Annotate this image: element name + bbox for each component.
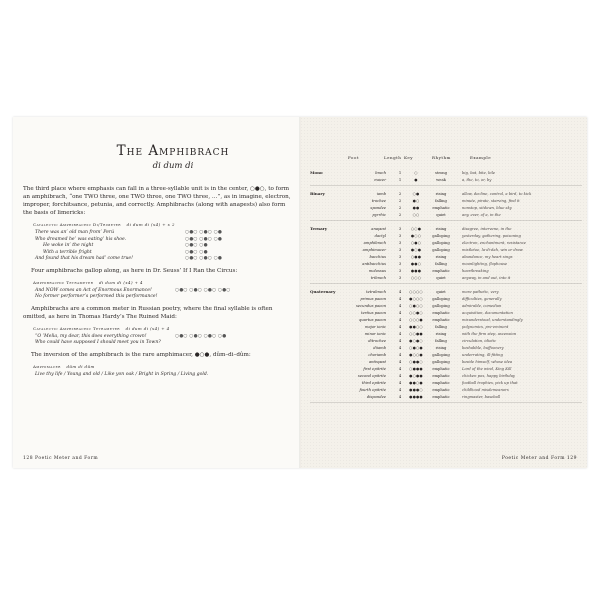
length-cell: 4 — [398, 394, 402, 399]
right-page — [300, 117, 587, 468]
length-cell: 4 — [398, 366, 402, 371]
rhythm-cell: quiet — [436, 289, 446, 294]
example-cell: with the firm step, ascension — [462, 331, 517, 336]
foot-cell: diiamb — [373, 345, 386, 350]
table-group — [310, 169, 582, 186]
rhythm-cell: strong — [434, 170, 448, 175]
example-cell: mistletoe, la-di-dah, win or draw — [462, 247, 523, 252]
example-cell: big, bat, bite, bile — [462, 170, 496, 175]
foot-cell: dactyl — [374, 233, 386, 238]
example-heading: Catalectic Amphibrachic Di/Trimeter di dum di (x4) + x 2 — [33, 222, 175, 227]
foot-cell: dispondee — [366, 394, 386, 399]
table-group — [310, 190, 582, 221]
example-cell: underrating, ill-fitting — [462, 352, 503, 357]
example-cell: moonlighting, flophouse — [462, 261, 508, 266]
rhythm-cell: emphatic — [432, 366, 450, 371]
rhythm-cell: emphatic — [432, 205, 450, 210]
left-page — [13, 117, 300, 468]
foot-cell: trochee — [371, 198, 386, 203]
length-cell: 3 — [398, 247, 402, 252]
key-cell: ●○○● — [409, 352, 423, 357]
rhythm-cell: galloping — [432, 359, 450, 364]
foot-cell: tribrach — [370, 275, 386, 280]
table-row — [310, 330, 582, 337]
example-line: And NOW comes an Act of Enormous Enormance! ○●○ ○●○ ○●○ ○●○ — [35, 287, 231, 293]
key-cell: ○○● — [410, 226, 422, 231]
example-cell: abundance, my heart sings — [462, 254, 513, 259]
length-cell: 4 — [398, 338, 402, 343]
table-row — [310, 211, 582, 218]
length-cell: 3 — [398, 233, 402, 238]
key-cell: ●●●● — [409, 394, 423, 399]
length-cell: 2 — [398, 212, 402, 217]
rhythm-cell: emphatic — [432, 373, 450, 378]
length-cell: 3 — [398, 240, 402, 245]
example-cell: yesterday, gathering, poisoning — [462, 233, 521, 238]
length-cell: 3 — [398, 268, 402, 273]
rhythm-cell: rising — [435, 191, 447, 196]
example-cell: football trophies, pick up that — [462, 380, 518, 385]
example-cell: heartbreaking — [462, 268, 489, 273]
foot-cell: tertius paeon — [361, 310, 386, 315]
rhythm-cell: falling — [435, 261, 447, 266]
example-cell: admirable, comedian — [462, 303, 502, 308]
folio-left: 128 Poetic Meter and Form — [23, 456, 99, 461]
col-header-length: Length — [384, 155, 402, 160]
example-cell: electron, enchantment, resistance — [462, 240, 526, 245]
rhythm-cell: emphatic — [432, 387, 450, 392]
foot-cell: molossus — [368, 268, 386, 273]
seuss-paragraph: Four amphibrachs gallop along, as here in Dr. Seuss’ If I Ran the Circus: — [31, 267, 238, 274]
left-page-body — [23, 185, 291, 378]
length-cell: 4 — [398, 317, 402, 322]
key-cell: ○○○● — [409, 317, 423, 322]
rhythm-cell: rising — [435, 226, 447, 231]
example-cell: minute, pirate, starving, find it — [462, 198, 520, 203]
key-cell: ○●●● — [409, 366, 423, 371]
length-cell: 3 — [398, 254, 402, 259]
rhythm-cell: galloping — [432, 303, 450, 308]
length-cell: 4 — [398, 387, 402, 392]
table-row — [310, 204, 582, 211]
amphimacer-paragraph: The inversion of the amphibrach is the rare amphimacer, ●○●, dûm–di–dûm: — [31, 351, 251, 358]
table-group — [310, 225, 582, 284]
foot-cell: anapest — [371, 226, 386, 231]
rhythm-cell: rising — [435, 331, 447, 336]
key-cell: ● — [414, 177, 418, 182]
table-row — [310, 302, 582, 309]
table-row — [310, 232, 582, 239]
table-group — [310, 288, 582, 403]
key-cell: ○ — [414, 170, 418, 175]
key-cell: ○● — [412, 191, 420, 196]
intro-paragraph: The third place where emphasis can fall in a three-syllable unit is in the center, ○●○, to form an amphibrach, “one TWO three, one TWO three, one TWO three, …”, as in imagine, electron, improper, forchitsance, petunia, and correctly. Amphibrachs (along with anapests) also form the basis of limericks: — [23, 186, 291, 216]
length-cell: 3 — [398, 275, 402, 280]
key-cell: ○○●○ — [409, 310, 423, 315]
key-cell: ●●● — [410, 268, 422, 273]
rhythm-cell: galloping — [432, 233, 450, 238]
example-cell: more pathetic, very — [462, 289, 499, 294]
example-cell: Lord of the wind, King Kill — [462, 366, 512, 371]
rhythm-cell: emphatic — [432, 317, 450, 322]
length-cell: 3 — [398, 226, 402, 231]
key-cell: ●● — [412, 205, 420, 210]
length-cell: 4 — [398, 303, 402, 308]
example-heading: Amphibrachic Tetrameter di dum di (x4) + 4 — [33, 279, 143, 285]
key-cell: ○●○○ — [409, 303, 423, 308]
length-cell: 4 — [398, 310, 402, 315]
key-cell: ○○○ — [410, 275, 422, 280]
table-row — [310, 358, 582, 365]
foot-cell: iamb — [376, 191, 386, 196]
length-cell: 4 — [398, 345, 402, 350]
table-row — [310, 225, 582, 232]
table-row — [310, 344, 582, 351]
example-cell: a, the, to, or, by — [462, 177, 492, 182]
foot-cell: spondee — [370, 205, 386, 210]
table-row — [310, 351, 582, 358]
rhythm-cell: quiet — [436, 212, 446, 217]
example-line: There was an’ old man from’ Perú ○●○ ○●○ ○● — [35, 230, 222, 235]
foot-cell: second epitrite — [357, 373, 386, 378]
table-row — [310, 197, 582, 204]
length-cell: 2 — [398, 191, 402, 196]
key-cell: ●○●○ — [409, 338, 423, 343]
table-row — [310, 316, 582, 323]
foot-cell: fourth epitrite — [359, 387, 386, 392]
table-row — [310, 246, 582, 253]
table-row — [310, 323, 582, 330]
page-subtitle: di dum di — [152, 161, 194, 171]
page-title: The Amphibrach — [116, 143, 230, 159]
rhythm-cell: falling — [435, 338, 447, 343]
table-row — [310, 260, 582, 267]
book-spread — [13, 117, 587, 468]
rhythm-cell: galloping — [432, 247, 450, 252]
table-row — [310, 267, 582, 274]
key-cell: ●○○○ — [409, 296, 423, 301]
table-row — [310, 274, 582, 281]
foot-cell: primus paeon — [360, 296, 386, 301]
col-header-key: Key — [404, 155, 414, 160]
example-cell: allow, decline, control, a bird, to kick — [462, 191, 532, 196]
col-header-rhythm: Rhythm — [432, 155, 451, 160]
rhythm-cell: galloping — [432, 296, 450, 301]
length-cell: 2 — [398, 205, 402, 210]
key-cell: ●●○○ — [409, 324, 423, 329]
key-cell: ●○● — [410, 247, 422, 252]
table-row — [310, 309, 582, 316]
example-cell: beshabble, buffoonery — [462, 345, 504, 350]
rhythm-cell: galloping — [432, 352, 450, 357]
key-cell: ●○●● — [409, 373, 423, 378]
rhythm-cell: emphatic — [432, 380, 450, 385]
length-cell: 1 — [398, 177, 402, 182]
key-cell: ○○ — [412, 212, 420, 217]
russian-paragraph: Amphibrachs are a common meter in Russian poetry, where the final syllable is often omitted, as here in Thomas Hardy’s The Ruined Maid: — [23, 305, 273, 320]
table-row — [310, 239, 582, 246]
example-line: With a terrible fright ○●○ ○● — [43, 249, 208, 255]
example-cell: circulation, idiotic — [462, 338, 497, 343]
foot-cell: first epitrite — [363, 366, 386, 371]
foot-cell: minor ionic — [364, 331, 386, 336]
length-cell: 3 — [398, 261, 402, 266]
key-cell: ●○ — [412, 198, 420, 203]
length-cell: 4 — [398, 324, 402, 329]
folio-right: Poetic Meter and Form 129 — [501, 456, 577, 461]
foot-cell: ditrochee — [368, 338, 386, 343]
category-cell: Ternary — [310, 226, 328, 231]
key-cell: ●●○ — [410, 261, 422, 266]
table-row — [310, 190, 582, 197]
foot-cell: antispast — [368, 359, 386, 364]
example-heading: Catalectic Amphibrachic Tetrameter di dum di (x4) + 4 — [33, 325, 170, 331]
example-cell: nonstop, sitdown, blue sky — [462, 205, 512, 210]
gutter-shadow — [299, 117, 301, 468]
key-cell: ●●○● — [409, 380, 423, 385]
key-cell: ○●○● — [409, 345, 423, 350]
table-row — [310, 372, 582, 379]
foot-cell: amphimacer — [362, 247, 386, 252]
length-cell: 4 — [398, 373, 402, 378]
category-cell: Mono — [310, 170, 323, 175]
foot-cell: antibacchius — [362, 261, 386, 266]
rhythm-cell: galloping — [432, 240, 450, 245]
example-cell: polynomics, pre-eminent — [462, 324, 509, 329]
example-line: He woke in’ the night ○●○ ○● — [43, 243, 208, 248]
table-row — [310, 337, 582, 344]
example-cell: acquisition, documentation — [462, 310, 513, 315]
table-row — [310, 365, 582, 372]
rhythm-cell: rising — [435, 254, 447, 259]
length-cell: 4 — [398, 352, 402, 357]
category-cell: Binary — [310, 191, 325, 196]
example-line: “O ’Melia, my dear, this does everything crown! ○●○ ○●○ ○●○ ○● — [35, 333, 227, 339]
foot-cell: third epitrite — [361, 380, 386, 385]
length-cell: 4 — [398, 289, 402, 294]
length-cell: 4 — [398, 296, 402, 301]
example-cell: any, ever, of a, in the — [462, 212, 501, 217]
length-cell: 4 — [398, 331, 402, 336]
table-row — [310, 386, 582, 393]
example-line: Who could have supposed I should meet you in Town? — [35, 340, 161, 345]
table-row — [310, 176, 582, 183]
key-cell: ○○○○ — [409, 289, 423, 294]
metrical-feet-table — [310, 169, 582, 407]
length-cell: 2 — [398, 198, 402, 203]
example-line: And found that his dream had’ come true! ○●○ ○●○ ○● — [35, 256, 222, 261]
foot-cell: amphibrach — [363, 240, 386, 245]
category-cell: Quaternary — [310, 289, 336, 294]
rhythm-cell: emphatic — [432, 310, 450, 315]
key-cell: ●●●○ — [409, 387, 423, 392]
key-cell: ○○●● — [409, 331, 423, 336]
rhythm-cell: emphatic — [432, 268, 450, 273]
rhythm-cell: rising — [435, 345, 447, 350]
foot-cell: choriamb — [368, 352, 386, 357]
example-line: No former performer’s performed this performance! — [35, 294, 158, 299]
example-cell: beside himself, whose idea — [462, 359, 513, 364]
rhythm-cell: falling — [435, 198, 447, 203]
foot-cell: macer — [374, 177, 386, 182]
foot-cell: brach — [375, 170, 386, 175]
foot-cell: tetrabrach — [366, 289, 386, 294]
foot-cell: major ionic — [364, 324, 386, 329]
key-cell: ○●●○ — [409, 359, 423, 364]
example-cell: childhood misdemeanors — [462, 387, 509, 392]
rhythm-cell: emphatic — [432, 394, 450, 399]
example-cell: misunderstood, understandingly — [462, 317, 523, 322]
foot-cell: bacchius — [369, 254, 386, 259]
table-row — [310, 295, 582, 302]
example-cell: ringmaster, baseball — [462, 394, 501, 399]
length-cell: 4 — [398, 359, 402, 364]
example-cell: chicken pox, happy birthday — [462, 373, 516, 378]
col-header-foot: Foot — [348, 155, 359, 160]
foot-cell: secundus paeon — [355, 303, 386, 308]
col-header-example: Example — [470, 155, 492, 160]
length-cell: 1 — [398, 170, 402, 175]
table-row — [310, 253, 582, 260]
table-row — [310, 379, 582, 386]
example-cell: anyway, in and out, into it — [462, 275, 511, 280]
key-cell: ○●● — [410, 254, 422, 259]
foot-cell: quartus paeon — [359, 317, 386, 322]
example-line: Live thy life / Young and old / Like yon oak / Bright in Spring / Living gold. — [35, 371, 209, 377]
key-cell: ●○○ — [410, 233, 422, 238]
example-cell: disagree, intervene, in the — [462, 226, 512, 231]
table-row — [310, 169, 582, 176]
example-heading: Amphimacer dûm di dûm — [33, 363, 95, 369]
key-cell: ○●○ — [410, 240, 422, 245]
table-row — [310, 393, 582, 400]
rhythm-cell: weak — [436, 177, 446, 182]
example-cell: difficulties, generally — [462, 296, 502, 301]
foot-cell: pyrrhic — [372, 212, 386, 217]
rhythm-cell: quiet — [436, 275, 446, 280]
length-cell: 4 — [398, 380, 402, 385]
example-line: Who dreamed he’ was eating’ his shoe. ○●○ ○●○ ○● — [35, 236, 222, 242]
rhythm-cell: falling — [435, 324, 447, 329]
table-row — [310, 288, 582, 295]
